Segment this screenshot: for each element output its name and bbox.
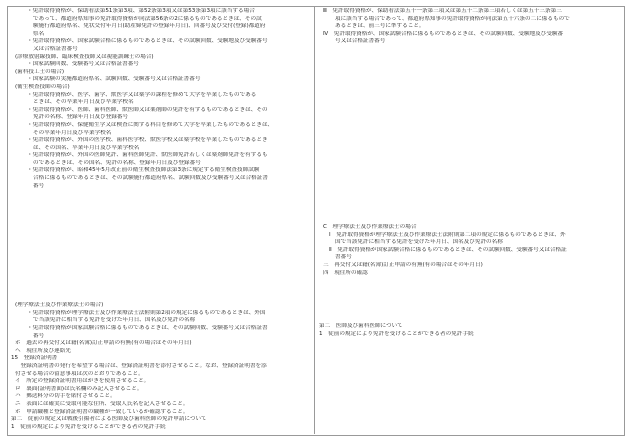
- text-line: 号又は合格証書番号: [335, 38, 386, 45]
- text-line: であって、都道府県知事の免許取得資格が同法第56条の2に係るものであるときは、その試: [33, 15, 262, 22]
- text-line: ・国家試験の実施都道府県名、試験回数、受験番号又は合格証書番号: [27, 76, 201, 83]
- text-line: あるときは、前三号に準ずること。: [335, 23, 425, 30]
- text-line: 番号: [33, 332, 45, 339]
- pt-section-list: [11, 310, 309, 340]
- text-line: で当該免許に相当する免許を受けた年月日、国名及び免許の名称: [33, 317, 196, 324]
- text-line: Ⅰ 免許取得資格が理学療法士及び作業療法士法附則第二項の規定に係るものであるときは、外: [329, 231, 566, 238]
- text-line: ・免許取得資格が理学療法士及び作業療法士法附則第2項の規定に係るものであるときは、外国: [27, 309, 266, 316]
- text-line: 付させる場合の留意事項は次のとおりであること。: [15, 370, 144, 377]
- text-line: ホ 申請職種と登録済証明書の職種が一致しているか確認すること。: [15, 408, 189, 415]
- text-line: 四 現住所の確認: [323, 269, 368, 276]
- text-line: ハ 郵送料分の切手を貼付させること。: [15, 393, 116, 400]
- c-tail-list: [319, 262, 619, 277]
- text-line: 県名: [33, 30, 45, 37]
- right-top-list: [319, 8, 619, 46]
- text-line: 第二 医師及び歯科医師について: [319, 323, 403, 330]
- text-line: 験施行都道府県名、免状交付年月日(助産婦免許の登録年月日)、回番号及び交付(登録)都道府: [33, 23, 266, 30]
- left-tail-list: [11, 340, 309, 431]
- left-main-list: [11, 8, 309, 190]
- text-line: ヘ 現住所及び連絡先: [15, 347, 71, 354]
- left-blank-space: [11, 190, 309, 302]
- text-line: Ⅳ 免許取得資格が、国家試験合格に係るものであるときは、その試験回数、受験地及び受験番: [323, 30, 564, 37]
- text-line: 三 再交付又は籍(名簿)訂正申請の有無(有の場合はその年月日): [323, 261, 483, 268]
- text-line: ・免許取得資格が、医学、歯学、獣医学又は薬学の課程を修めて大学を卒業したものである: [27, 91, 257, 98]
- text-line: ロ 裏面(証明書面)は氏名欄のみ記入させること。: [15, 385, 143, 392]
- text-line: (診療放射線技師、臨床検査技師又は視能訓練士の場合): [15, 53, 154, 60]
- right-blank-space: [319, 46, 619, 224]
- pt-section-title: (理学療法士及び作業療法士の場合): [15, 302, 104, 309]
- text-line: Ⅲ 免許取得資格が、保助看法第五十一条第三項又は第五十二条第三項若しくは第五十三条第三: [323, 8, 562, 14]
- text-line: 番号: [33, 182, 45, 189]
- text-line: (衛生検査技師の場合): [15, 83, 70, 90]
- text-line: 合格に係るものであるときは、その試験施行都道府県名、試験回数及び受験番号又は合格証書: [33, 175, 268, 182]
- text-line: 免許の名称、登録年月日及び登録番号: [33, 114, 129, 121]
- right-bottom-list: [319, 323, 619, 338]
- right-blank-space-2: [319, 277, 619, 323]
- text-line: ・免許取得資格が国家試験合格に係るものであるときは、その試験回数、受験番号又は合格証書: [27, 325, 268, 332]
- text-line: ・免許取得資格が、昭和45年5月改正前の衛生検査技師法第3条に規定する衛生検査技師試験: [27, 167, 260, 174]
- text-line: ニ 表面には確実に受取可能な住所、受取人氏名を記入させること。: [15, 400, 189, 407]
- text-line: ・免許取得資格が、保健衛生学又は検査に関する科目を修めて大学を卒業したものであるときは、: [27, 121, 274, 128]
- left-column: [11, 8, 309, 431]
- text-line: 登録済証明書の発行を希望する場合は、登録済証明書を添付させること。なお、登録済証明書を添: [15, 363, 267, 369]
- text-line: Ⅱ 免許取得資格が国家試験合格に係るものであるときは、その試験回数、受験番号又は合格証: [329, 246, 567, 253]
- text-line: ・国家試験回数、受験番号又は合格証書番号: [27, 61, 139, 68]
- text-line: 項に該当する場合であって、都道府県知事の免許取得資格が同法第五十六条の二に係るもので: [335, 15, 570, 22]
- text-line: 15 登録済証明書: [11, 355, 58, 362]
- right-column: [319, 8, 619, 338]
- text-line: ・免許取得資格が、国家試験合格に係るものであるときは、その試験回数、受験地及び受験番号: [27, 38, 268, 45]
- text-line: イ 所定の登録済証明書用はがきを使用させること。: [15, 378, 150, 385]
- text-line: 第二 従前の規定又は戦後引揚者による医師及び歯科医師の免許申請について: [11, 416, 207, 423]
- text-line: その卒業年月日及び卒業学校名: [33, 129, 112, 136]
- text-line: ・免許取得資格が、外国の医師免許、歯科医師免許、獣医師免許若しくは薬剤師免許を有するも: [27, 152, 268, 159]
- text-line: は、その国名、卒業年月日及び卒業学校名: [33, 144, 140, 151]
- text-line: ホ 過去の再交付又は籍(名簿)訂正申請の有無(有の場合はその年月日): [15, 340, 192, 347]
- text-line: 又は合格証書番号: [33, 45, 78, 52]
- text-line: (歯科技工士の場合): [15, 68, 65, 75]
- text-line: 1 従前の規定により免許を受けることができる者の免許手続: [11, 423, 166, 430]
- column-divider: [314, 6, 315, 434]
- text-line: 書番号: [335, 254, 352, 261]
- text-line: のであるときは、その国名、免許の名称、登録年月日及び登録番号: [33, 159, 201, 166]
- text-line: ときは、その卒業年月日及び卒業学校名: [33, 99, 134, 106]
- c-section-title: C 理学療法士及び作業療法士の場合: [323, 223, 417, 230]
- text-line: 1 従前の規定により免許を受けることができる者の免許手続: [319, 330, 474, 337]
- text-line: ・免許取得資格が、医師、歯科医師、獣医師又は薬剤師の免許を有するものであるときは、その: [27, 106, 268, 113]
- text-line: ・免許取得資格が、保助看法第51条第3項、第52条第3項又は第53条第3項に該当する場合: [27, 8, 255, 14]
- text-line: 国で当該免許に相当する免許を受けた年月日、国名及び免許の名称: [335, 239, 503, 246]
- text-line: ・免許取得資格が、外国の医学校、歯科医学校、獣医学校又は薬学校を卒業したものであるとき: [27, 137, 268, 144]
- c-section-list: [319, 232, 619, 262]
